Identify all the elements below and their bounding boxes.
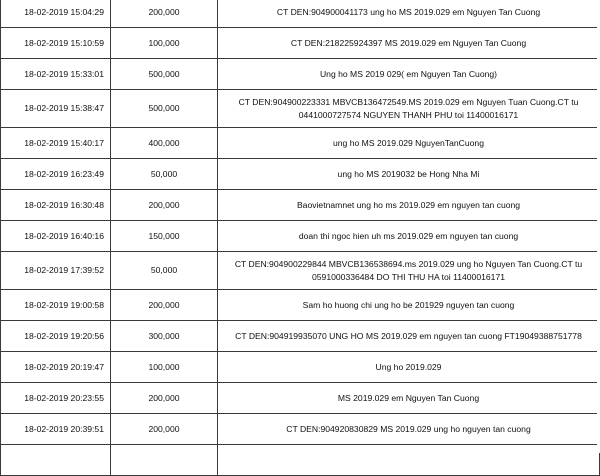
date-cell: 18-02-2019 20:23:55 bbox=[1, 383, 111, 414]
table-row bbox=[1, 190, 600, 221]
description-line: ung ho MS 2019032 be Hong Nha Mi bbox=[337, 168, 480, 179]
table-row bbox=[1, 90, 600, 128]
table-row bbox=[1, 414, 600, 445]
description-line: 0591000336484 DO THI THU HA toi 11400016171 bbox=[311, 271, 506, 282]
description-cell bbox=[218, 321, 600, 352]
date-cell: 18-02-2019 19:20:56 bbox=[1, 321, 111, 352]
date-cell: 18-02-2019 15:40:17 bbox=[1, 128, 111, 159]
date-cell: 18-02-2019 15:04:29 bbox=[1, 0, 111, 28]
date-cell: 18-02-2019 16:40:16 bbox=[1, 221, 111, 252]
date-cell: 18-02-2019 17:39:52 bbox=[1, 252, 111, 290]
table-row bbox=[1, 252, 600, 290]
amount-cell: 200,000 bbox=[111, 290, 218, 321]
description-cell bbox=[218, 90, 600, 128]
amount-cell: 200,000 bbox=[111, 383, 218, 414]
amount-cell: 300,000 bbox=[111, 321, 218, 352]
description-line: CT DEN:904900223331 MBVCB136472549.MS 2019.029 em Nguyen Tuan Cuong.CT tu bbox=[238, 96, 579, 107]
description-line: Ung ho MS 2019 029( em Nguyen Tan Cuong) bbox=[319, 68, 498, 79]
date-cell: 18-02-2019 15:33:01 bbox=[1, 59, 111, 90]
date-cell: 18-02-2019 15:10:59 bbox=[1, 28, 111, 59]
description-cell bbox=[218, 190, 600, 221]
amount-cell: 500,000 bbox=[111, 90, 218, 128]
amount-cell: 200,000 bbox=[111, 414, 218, 445]
date-cell: 18-02-2019 20:19:47 bbox=[1, 352, 111, 383]
amount-cell bbox=[111, 445, 218, 476]
table-row bbox=[1, 128, 600, 159]
description-cell bbox=[218, 352, 600, 383]
date-cell: 18-02-2019 16:23:49 bbox=[1, 159, 111, 190]
table-row bbox=[1, 445, 600, 476]
date-cell: 18-02-2019 20:39:51 bbox=[1, 414, 111, 445]
description-cell bbox=[218, 445, 600, 476]
amount-cell: 200,000 bbox=[111, 190, 218, 221]
description-line: doan thi ngoc hien uh ms 2019.029 em nguyen tan cuong bbox=[298, 230, 519, 241]
description-cell bbox=[218, 128, 600, 159]
description-line: Baovietnamnet ung ho ms 2019.029 em nguyen tan cuong bbox=[296, 199, 521, 210]
description-line: Sam ho huong chi ung ho be 201929 nguyen tan cuong bbox=[302, 299, 515, 310]
table-row bbox=[1, 59, 600, 90]
description-line: ung ho MS 2019.029 NguyenTanCuong bbox=[333, 137, 484, 148]
description-line: CT DEN:904900041173 ung ho MS 2019.029 em Nguyen Tan Cuong bbox=[276, 6, 541, 17]
table-row bbox=[1, 383, 600, 414]
description-line: CT DEN:904920830829 MS 2019.029 ung ho nguyen tan cuong bbox=[286, 423, 531, 434]
table-row bbox=[1, 290, 600, 321]
date-cell: 18-02-2019 15:38:47 bbox=[1, 90, 111, 128]
description-cell bbox=[218, 0, 600, 28]
description-cell bbox=[218, 252, 600, 290]
table-row bbox=[1, 0, 600, 28]
description-line: Ung ho 2019.029 bbox=[375, 361, 442, 372]
amount-cell: 50,000 bbox=[111, 159, 218, 190]
table-row bbox=[1, 352, 600, 383]
table-row bbox=[1, 159, 600, 190]
table-row bbox=[1, 28, 600, 59]
date-cell: 18-02-2019 16:30:48 bbox=[1, 190, 111, 221]
amount-cell: 200,000 bbox=[111, 0, 218, 28]
description-cell bbox=[218, 28, 600, 59]
amount-cell: 100,000 bbox=[111, 352, 218, 383]
description-line: MS 2019.029 em Nguyen Tan Cuong bbox=[337, 392, 480, 403]
description-cell bbox=[218, 290, 600, 321]
amount-cell: 400,000 bbox=[111, 128, 218, 159]
description-line: CT DEN:904919935070 UNG HO MS 2019.029 em nguyen tan cuong FT19049388751778 bbox=[235, 330, 582, 341]
amount-cell: 100,000 bbox=[111, 28, 218, 59]
description-cell bbox=[218, 383, 600, 414]
description-cell bbox=[218, 59, 600, 90]
date-cell bbox=[1, 445, 111, 476]
date-cell: 18-02-2019 19:00:58 bbox=[1, 290, 111, 321]
description-cell bbox=[218, 159, 600, 190]
description-line: CT DEN:904900229844 MBVCB136538694.ms 2019.029 ung ho Nguyen Tan Cuong.CT tu bbox=[234, 258, 583, 269]
description-line: CT DEN:218225924397 MS 2019.029 em Nguyen Tan Cuong bbox=[290, 37, 527, 48]
amount-cell: 500,000 bbox=[111, 59, 218, 90]
amount-cell: 150,000 bbox=[111, 221, 218, 252]
transaction-table-body bbox=[1, 0, 600, 476]
description-cell bbox=[218, 414, 600, 445]
description-cell bbox=[218, 221, 600, 252]
amount-cell: 50,000 bbox=[111, 252, 218, 290]
table-row bbox=[1, 221, 600, 252]
table-row bbox=[1, 321, 600, 352]
description-line: 0441000727574 NGUYEN THANH PHU toi 11400016171 bbox=[298, 109, 519, 120]
